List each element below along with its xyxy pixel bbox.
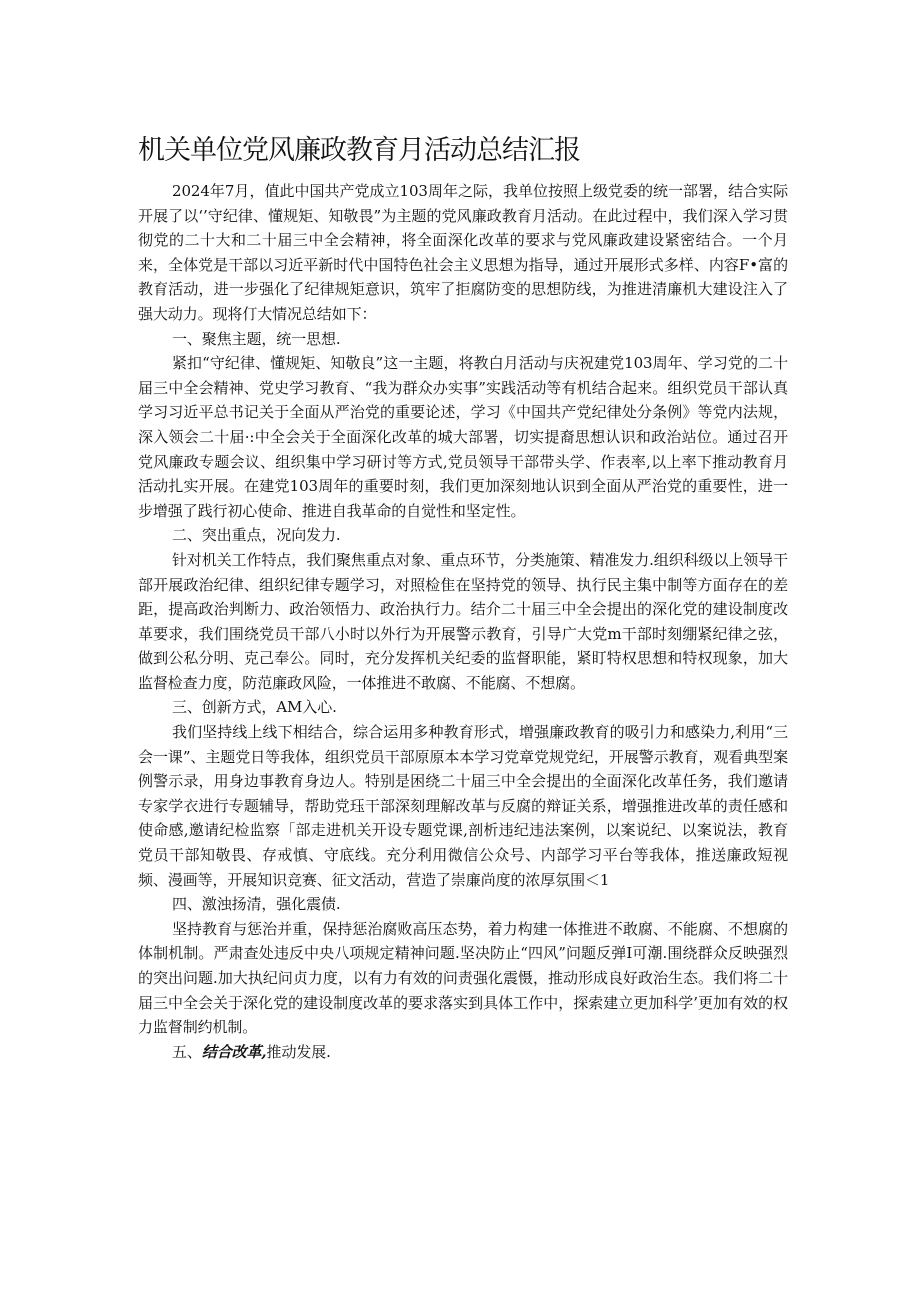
intro-paragraph: 2024年7月，值此中国共产党成立103周年之际，我单位按照上级党委的统一部署，结合实际开展了以‘’守纪律、懂规矩、知敬畏”为主题的党风廉政教育月活动。在此过程中，我们深入学习贯彻党的二十大和二十届三中全会精神，将全面深化改革的要求与党风廉政建设紧密结合。一个月来，全体党是干部以习近平新时代中国特色社会主义思想为指导，通过开展形式多样、内容F•富的教育活动，进一步强化了纪律规矩意识，筑牢了拒腐防变的思想防线，为推进清廉机大建设注入了强大动力。现将仃大情况总结如下： <box>138 182 788 323</box>
document-title: 机关单位党风廉政教育月活动总结汇报 <box>138 135 580 166</box>
section-2-heading: 二、突出重点，况向发力. <box>172 526 341 545</box>
section-1-heading: 一、聚焦主题，统一思想. <box>172 329 341 348</box>
section-4-heading: 四、激浊扬清，强化震债. <box>172 895 341 914</box>
section-5-heading-suffix: 推动发展. <box>266 1042 331 1061</box>
section-2-body: 针对机关工作特点，我们聚焦重点对象、重点环节，分类施策、精准发力.组织科级以上领导干部开展政治纪律、组织纪律专题学习，对照检隹在坚持党的领导、执行民主集中制等方面存在的差距，提高政治判断力、政治领悟力、政治执行力。结介二十届三中全会提出的深化党的建设制度改革要求，我们围绕党员干部八小时以外行为开展警示教育，引导广大党m干部时刻绷紧纪律之弦，做到公私分明、克己奉公。同时，充分发挥机关纪委的监督职能，紧盯特权思想和特权现象，加大监督检查力度，防范廉政风险，一体推进不敢腐、不能腐、不想腐。 <box>138 550 788 692</box>
section-3-heading: 三、创新方式，AM入心. <box>172 698 337 717</box>
section-5-heading-prefix: 五、 <box>172 1042 202 1061</box>
section-1-body: 紧扣“守纪律、懂规矩、知敬良”这一主题，将教白月活动与庆祝建党103周年、学习党的二十届三中全会精神、党史学习教育、“我为群众办实事”实践活动等有机结合起来。组织党员干部认真学习习近平总书记关于全面从严治党的重要论述，学习《中国共产党纪律处分条例》等党内法规，深入领会二十届·:中全会关于全面深化改革的城大部署，切实提裔思想认识和政治站位。通过召开党风廉政专题会议、组织集中学习研讨等方式,党员领导干部带头学、作表率,以上率下推动教育月活动扎实开展。在建党103周年的重要时刻，我们更加深刻地认识到全面从严治党的重要性，进一步增强了践行初心使命、推进自我革命的自觉性和坚定性。 <box>138 354 788 520</box>
section-4-body: 坚持教育与惩治并重，保持惩治腐败高压态势，着力构建一体推进不敢腐、不能腐、不想腐的体制机制。严肃查处违反中央八项规定精神问题.坚决防止“四风”问题反弹I可潮.围绕群众反映强烈的突出问题.加大执纪问贞力度，以有力有效的问责强化震慑，推动形成良好政治生态。我们将二十届三中全会关于深化党的建设制度改革的要求落实到具体工作中，探索建立更加科学’更加有效的权力监督制约机制。 <box>138 919 788 1037</box>
section-5-heading-emphasis: 结合改革, <box>201 1042 267 1061</box>
section-3-body: 我们坚持线上线下相结合，综合运用多种教育形式，增强廉政教育的吸引力和感染力,利用“三会一课”、主题党日等我体，组织党员干部原原本本学习党章党规党纪，开展警示教育，观看典型案例警示录，用身边事教育身边人。特别是困绕二十届三中全会提出的全面深化改革任务，我们邀请专家学衣进行专题辅导，帮助党珏干部深刻理解改革与反腐的辩证关系，增强推进改革的责任感和使命感,邀请纪检监察「部走进机关开设专题党课,剖析违纪违法案例，以案说纪、以案说法，教育党员干部知敬畏、存戒慎、守底线。充分利用微信公众号、内部学习平台等我体，推送廉政短视频、漫画等，开展知识竞赛、征文活动，营造了崇廉尚度的浓厚氛围＜1 <box>138 723 788 889</box>
document-body <box>138 179 788 1064</box>
section-5-heading <box>138 1040 788 1065</box>
